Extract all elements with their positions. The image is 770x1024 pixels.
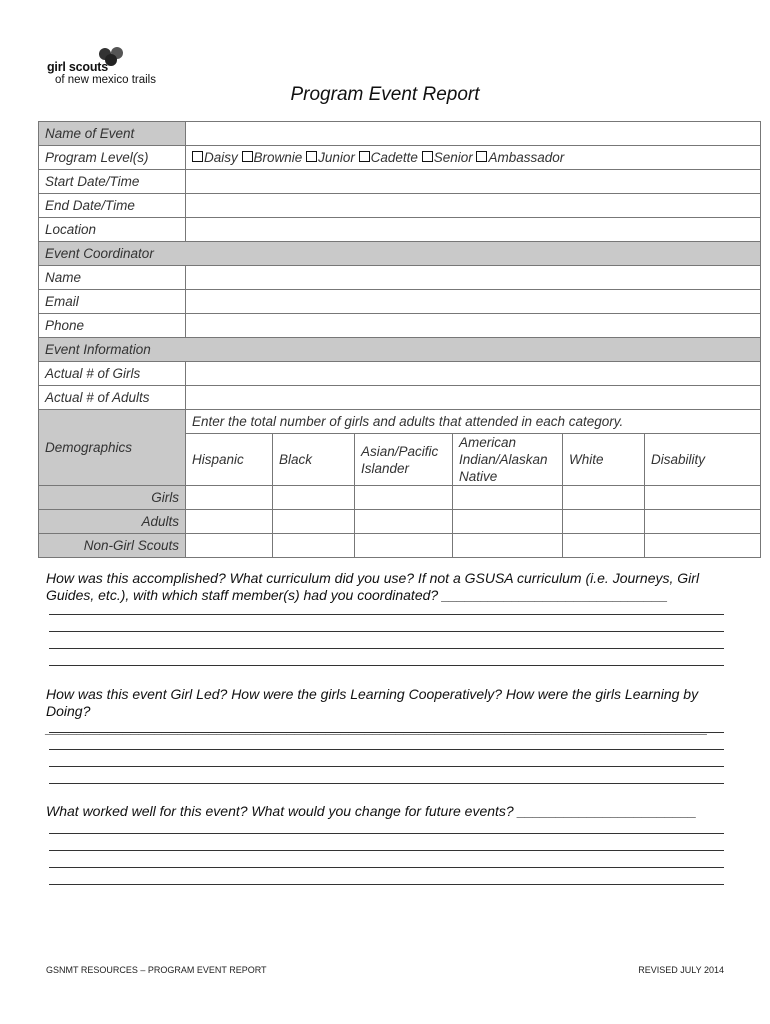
answer-line[interactable] [49,614,724,615]
name-label: Name [39,266,186,290]
event-information-header: Event Information [39,338,761,362]
event-coordinator-header: Event Coordinator [39,242,761,266]
girls-hispanic-cell[interactable] [186,486,273,510]
adults-count-label: Actual # of Adults [39,386,186,410]
level-senior: Senior [433,150,473,165]
girls-american-indian-cell[interactable] [453,486,563,510]
col-american-indian-alaskan-native: American Indian/Alaskan Native [453,434,563,486]
junior-checkbox[interactable] [306,151,317,162]
col-white: White [563,434,645,486]
name-of-event-label: Name of Event [39,122,186,146]
logo-line1: girl scouts [47,60,109,74]
question-accomplished: How was this accomplished? What curriculum did you use? If not a GSUSA curriculum (i.e. Journeys, Girl Guides, etc.), with which staff member(s) had you coordinated? _____________________________ [46,570,700,603]
col-black: Black [273,434,355,486]
demographics-header: Demographics [39,410,186,486]
girls-black-cell[interactable] [273,486,355,510]
answer-line[interactable] [49,783,724,784]
event-report-table [38,121,761,558]
answer-line[interactable] [49,867,724,868]
level-brownie: Brownie [253,150,303,165]
level-junior: Junior [318,150,355,165]
answer-line[interactable] [49,884,724,885]
level-cadette: Cadette [370,150,418,165]
girls-count-label: Actual # of Girls [39,362,186,386]
adults-disability-cell[interactable] [645,510,761,534]
adults-black-cell[interactable] [273,510,355,534]
ambassador-checkbox[interactable] [476,151,487,162]
question-girl-led: How was this event Girl Led? How were the girls Learning Cooperatively? How were the girls Learning by Doing? _____________________________________________________________________________________ [46,686,708,736]
ngs-asian-cell[interactable] [355,534,453,558]
email-field[interactable] [186,290,761,314]
col-disability: Disability [645,434,761,486]
col-asian-pacific-islander: Asian/Pacific Islander [355,434,453,486]
row-adults-label: Adults [39,510,186,534]
answer-line[interactable] [49,631,724,632]
question-worked-well: What worked well for this event? What would you change for future events? _______________________ [46,803,697,819]
level-ambassador: Ambassador [488,150,565,165]
answer-line[interactable] [49,833,724,834]
location-label: Location [39,218,186,242]
adults-hispanic-cell[interactable] [186,510,273,534]
program-levels-label: Program Level(s) [39,146,186,170]
demographics-instructions: Enter the total number of girls and adults that attended in each category. [186,410,761,434]
col-hispanic: Hispanic [186,434,273,486]
ngs-american-indian-cell[interactable] [453,534,563,558]
phone-field[interactable] [186,314,761,338]
girls-count-field[interactable] [186,362,761,386]
start-label: Start Date/Time [39,170,186,194]
program-levels-options [186,146,761,170]
ngs-hispanic-cell[interactable] [186,534,273,558]
adults-white-cell[interactable] [563,510,645,534]
answer-line[interactable] [49,732,724,733]
location-field[interactable] [186,218,761,242]
end-field[interactable] [186,194,761,218]
girls-disability-cell[interactable] [645,486,761,510]
phone-label: Phone [39,314,186,338]
footer-left: GSNMT RESOURCES – PROGRAM EVENT REPORT [46,965,267,975]
row-non-girl-scouts-label: Non-Girl Scouts [39,534,186,558]
answer-line[interactable] [49,850,724,851]
daisy-checkbox[interactable] [192,151,203,162]
page-title: Program Event Report [290,84,480,105]
brownie-checkbox[interactable] [242,151,253,162]
name-of-event-field[interactable] [186,122,761,146]
name-field[interactable] [186,266,761,290]
end-label: End Date/Time [39,194,186,218]
cadette-checkbox[interactable] [359,151,370,162]
answer-line[interactable] [49,749,724,750]
ngs-disability-cell[interactable] [645,534,761,558]
footer-right: REVISED JULY 2014 [638,965,724,975]
answer-line[interactable] [49,648,724,649]
email-label: Email [39,290,186,314]
girls-white-cell[interactable] [563,486,645,510]
row-girls-label: Girls [39,486,186,510]
adults-count-field[interactable] [186,386,761,410]
ngs-black-cell[interactable] [273,534,355,558]
answer-line[interactable] [49,766,724,767]
girls-asian-cell[interactable] [355,486,453,510]
level-daisy: Daisy [204,150,238,165]
adults-asian-cell[interactable] [355,510,453,534]
ngs-white-cell[interactable] [563,534,645,558]
senior-checkbox[interactable] [422,151,433,162]
start-field[interactable] [186,170,761,194]
logo-line2: of new mexico trails [55,74,156,86]
adults-american-indian-cell[interactable] [453,510,563,534]
answer-line[interactable] [49,665,724,666]
